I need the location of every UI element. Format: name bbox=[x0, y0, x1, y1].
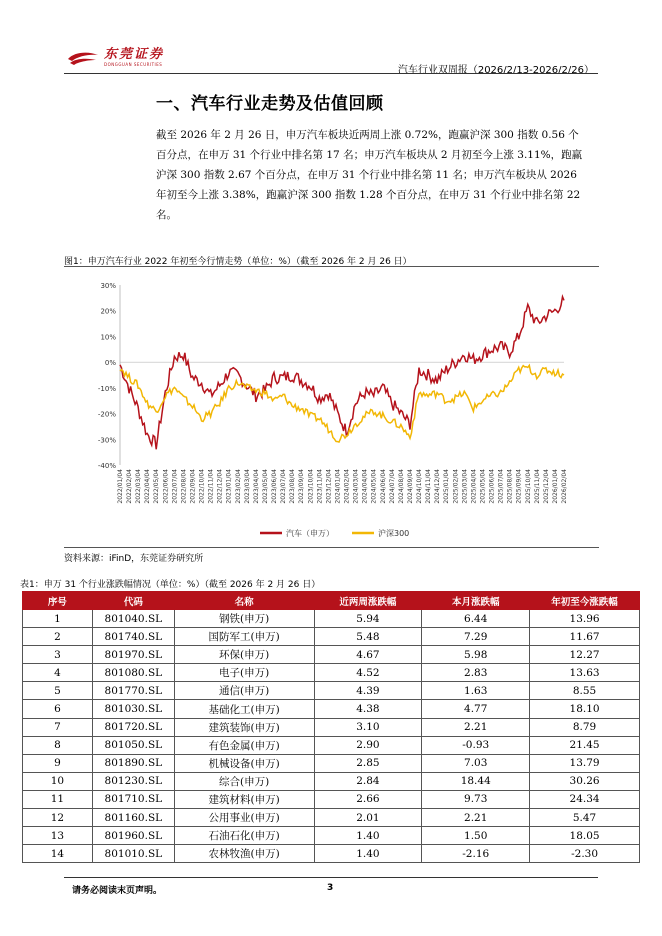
x-tick-label: 2025/11/04 bbox=[533, 469, 541, 504]
x-tick-label: 2026/02/04 bbox=[561, 469, 568, 504]
x-tick-label: 2022/10/04 bbox=[198, 469, 206, 504]
x-tick-label: 2022/12/04 bbox=[216, 469, 224, 504]
x-tick-label: 2022/04/04 bbox=[144, 469, 152, 504]
cell-ytd: 18.10 bbox=[530, 700, 640, 718]
company-logo bbox=[66, 48, 164, 67]
table-row bbox=[23, 646, 640, 664]
cell-two-week: 1.40 bbox=[314, 827, 422, 845]
cell-month: 2.83 bbox=[422, 664, 530, 682]
x-tick-label: 2023/03/04 bbox=[243, 469, 251, 504]
cell-rank: 8 bbox=[23, 736, 93, 754]
table-row bbox=[23, 845, 640, 863]
figure-frame bbox=[64, 266, 599, 546]
cell-code: 801030.SL bbox=[92, 700, 174, 718]
summary-paragraph: 截至 2026 年 2 月 26 日，申万汽车板块近两周上涨 0.72%，跑赢沪深 300 指数 0.56 个百分点，在申万 31 个行业中排名第 17 名；申万汽车板块从 2 月初至今上涨 3.11%，跑赢沪深 300 指数 2.67 个百分点，在申万 31 个行业中排名第 11 名；申万汽车板块从 2026 年初至今上涨 3.38%，跑赢沪深 300 指数 1.28 个百分点，在申万 31 个行业中排名第 22 名。 bbox=[156, 129, 583, 221]
cell-two-week: 4.52 bbox=[314, 664, 422, 682]
y-tick-label: 20% bbox=[100, 307, 116, 316]
table-row bbox=[23, 664, 640, 682]
x-tick-label: 2025/02/04 bbox=[452, 469, 460, 504]
y-tick-label: 10% bbox=[100, 333, 116, 342]
table-caption: 表1：申万 31 个行业涨跌幅情况（单位：%）（截至 2026 年 2 月 26 日） bbox=[20, 580, 321, 590]
cell-ytd: 8.79 bbox=[530, 718, 640, 736]
cell-ytd: 11.67 bbox=[530, 628, 640, 646]
cell-name: 机械设备(申万) bbox=[174, 754, 314, 772]
y-tick-label: 0% bbox=[104, 359, 116, 368]
cell-two-week: 2.01 bbox=[314, 809, 422, 827]
x-tick-label: 2024/05/04 bbox=[370, 469, 378, 504]
cell-ytd: 13.79 bbox=[530, 754, 640, 772]
table-row bbox=[23, 827, 640, 845]
x-tick-label: 2023/06/04 bbox=[271, 469, 279, 504]
x-tick-label: 2024/09/04 bbox=[406, 469, 414, 504]
cell-name: 公用事业(申万) bbox=[174, 809, 314, 827]
x-tick-label: 2023/11/04 bbox=[316, 469, 324, 504]
cell-two-week: 2.66 bbox=[314, 790, 422, 808]
cell-two-week: 4.39 bbox=[314, 682, 422, 700]
cell-month: 2.21 bbox=[422, 718, 530, 736]
cell-rank: 14 bbox=[23, 845, 93, 863]
cell-rank: 7 bbox=[23, 718, 93, 736]
cell-two-week: 5.94 bbox=[314, 610, 422, 628]
cell-two-week: 4.67 bbox=[314, 646, 422, 664]
x-tick-label: 2023/08/04 bbox=[289, 469, 297, 504]
x-tick-label: 2024/11/04 bbox=[425, 469, 433, 504]
cell-name: 国防军工(申万) bbox=[174, 628, 314, 646]
x-tick-label: 2023/05/04 bbox=[261, 469, 269, 504]
x-tick-label: 2022/05/04 bbox=[153, 469, 161, 504]
cell-two-week: 3.10 bbox=[314, 718, 422, 736]
cell-rank: 2 bbox=[23, 628, 93, 646]
y-tick-label: -20% bbox=[97, 410, 116, 419]
logo-chinese-text: 东莞证券 bbox=[104, 47, 165, 62]
x-tick-label: 2025/04/04 bbox=[470, 469, 478, 504]
x-tick-label: 2022/11/04 bbox=[207, 469, 215, 504]
x-tick-label: 2026/01/04 bbox=[551, 469, 559, 504]
cell-month: 1.63 bbox=[422, 682, 530, 700]
cell-code: 801960.SL bbox=[92, 827, 174, 845]
cell-code: 801710.SL bbox=[92, 790, 174, 808]
x-tick-label: 2024/08/04 bbox=[397, 469, 405, 504]
logo-english-text: DONGGUAN SECURITIES bbox=[104, 62, 163, 67]
cell-code: 801040.SL bbox=[92, 610, 174, 628]
cell-rank: 12 bbox=[23, 809, 93, 827]
legend-label: 汽车（申万） bbox=[286, 529, 334, 538]
cell-month: 7.29 bbox=[422, 628, 530, 646]
series-line-1 bbox=[120, 365, 564, 442]
x-tick-label: 2023/07/04 bbox=[280, 469, 288, 504]
cell-ytd: 12.27 bbox=[530, 646, 640, 664]
cell-month: -2.16 bbox=[422, 845, 530, 863]
footer-divider bbox=[64, 877, 598, 878]
disclaimer-text: 请务必阅读末页声明。 bbox=[72, 886, 163, 896]
table-row bbox=[23, 610, 640, 628]
figure-divider bbox=[64, 547, 599, 548]
cell-name: 建筑装饰(申万) bbox=[174, 718, 314, 736]
cell-ytd: 21.45 bbox=[530, 736, 640, 754]
cell-name: 通信(申万) bbox=[174, 682, 314, 700]
table-row bbox=[23, 772, 640, 790]
x-tick-label: 2022/09/04 bbox=[189, 469, 197, 504]
x-tick-label: 2022/01/04 bbox=[117, 469, 124, 504]
y-tick-label: 30% bbox=[100, 282, 116, 290]
table-row bbox=[23, 790, 640, 808]
cell-ytd: 13.96 bbox=[530, 610, 640, 628]
cell-code: 801080.SL bbox=[92, 664, 174, 682]
x-tick-label: 2024/02/04 bbox=[343, 469, 351, 504]
table-row bbox=[23, 718, 640, 736]
table-header-row bbox=[23, 592, 640, 610]
table-row bbox=[23, 809, 640, 827]
cell-rank: 11 bbox=[23, 790, 93, 808]
x-tick-label: 2025/08/04 bbox=[506, 469, 514, 504]
x-tick-label: 2022/06/04 bbox=[162, 469, 170, 504]
header-cell-rank: 序号 bbox=[23, 592, 93, 610]
cell-two-week: 4.38 bbox=[314, 700, 422, 718]
cell-ytd: 8.55 bbox=[530, 682, 640, 700]
header-cell-name: 名称 bbox=[174, 592, 314, 610]
x-tick-label: 2025/03/04 bbox=[461, 469, 469, 504]
cell-code: 801890.SL bbox=[92, 754, 174, 772]
cell-code: 801160.SL bbox=[92, 809, 174, 827]
x-tick-label: 2022/07/04 bbox=[171, 469, 179, 504]
cell-code: 801230.SL bbox=[92, 772, 174, 790]
header-divider bbox=[64, 73, 598, 74]
x-tick-label: 2023/02/04 bbox=[234, 469, 242, 504]
cell-two-week: 1.40 bbox=[314, 845, 422, 863]
x-tick-label: 2025/06/04 bbox=[488, 469, 496, 504]
cell-code: 801970.SL bbox=[92, 646, 174, 664]
cell-code: 801770.SL bbox=[92, 682, 174, 700]
y-tick-label: -10% bbox=[97, 384, 116, 393]
x-tick-label: 2025/09/04 bbox=[515, 469, 523, 504]
cell-ytd: 24.34 bbox=[530, 790, 640, 808]
cell-two-week: 2.84 bbox=[314, 772, 422, 790]
figure-source: 资料来源：iFinD，东莞证券研究所 bbox=[64, 554, 204, 564]
x-tick-label: 2024/10/04 bbox=[416, 469, 424, 504]
cell-month: -0.93 bbox=[422, 736, 530, 754]
header-cell-month: 本月涨跌幅 bbox=[422, 592, 530, 610]
table-row bbox=[23, 700, 640, 718]
cell-name: 电子(申万) bbox=[174, 664, 314, 682]
cell-rank: 3 bbox=[23, 646, 93, 664]
x-tick-label: 2025/10/04 bbox=[524, 469, 532, 504]
cell-name: 有色金属(申万) bbox=[174, 736, 314, 754]
y-tick-label: -30% bbox=[97, 436, 116, 445]
x-tick-label: 2022/03/04 bbox=[135, 469, 143, 504]
cell-rank: 5 bbox=[23, 682, 93, 700]
x-tick-label: 2024/01/04 bbox=[334, 469, 342, 504]
cell-rank: 13 bbox=[23, 827, 93, 845]
cell-two-week: 2.85 bbox=[314, 754, 422, 772]
line-chart bbox=[64, 267, 599, 547]
x-tick-label: 2023/04/04 bbox=[252, 469, 260, 504]
x-tick-label: 2023/09/04 bbox=[298, 469, 306, 504]
series-line-0 bbox=[120, 297, 564, 450]
cell-code: 801050.SL bbox=[92, 736, 174, 754]
table-row bbox=[23, 736, 640, 754]
x-tick-label: 2024/06/04 bbox=[379, 469, 387, 504]
cell-name: 环保(申万) bbox=[174, 646, 314, 664]
figure-caption: 图1：申万汽车行业 2022 年初至今行情走势（单位：%）（截至 2026 年 2 月 26 日） bbox=[64, 257, 412, 267]
y-tick-label: -40% bbox=[97, 462, 116, 470]
table-row bbox=[23, 754, 640, 772]
cell-ytd: 18.05 bbox=[530, 827, 640, 845]
cell-month: 1.50 bbox=[422, 827, 530, 845]
x-tick-label: 2025/12/04 bbox=[542, 469, 550, 504]
x-tick-label: 2022/02/04 bbox=[126, 469, 134, 504]
x-tick-label: 2023/10/04 bbox=[307, 469, 315, 504]
cell-name: 建筑材料(申万) bbox=[174, 790, 314, 808]
header-cell-ytd: 年初至今涨跌幅 bbox=[530, 592, 640, 610]
cell-name: 基础化工(申万) bbox=[174, 700, 314, 718]
x-tick-label: 2025/07/04 bbox=[497, 469, 505, 504]
cell-month: 5.98 bbox=[422, 646, 530, 664]
x-tick-label: 2022/08/04 bbox=[180, 469, 188, 504]
cell-ytd: 5.47 bbox=[530, 809, 640, 827]
cell-month: 2.21 bbox=[422, 809, 530, 827]
header-cell-two-week: 近两周涨跌幅 bbox=[314, 592, 422, 610]
cell-month: 4.77 bbox=[422, 700, 530, 718]
cell-name: 钢铁(申万) bbox=[174, 610, 314, 628]
cell-rank: 10 bbox=[23, 772, 93, 790]
cell-ytd: 30.26 bbox=[530, 772, 640, 790]
cell-rank: 4 bbox=[23, 664, 93, 682]
section-heading: 一、汽车行业走势及估值回顾 bbox=[156, 94, 384, 114]
logo-mark-icon bbox=[66, 50, 100, 66]
cell-month: 18.44 bbox=[422, 772, 530, 790]
cell-ytd: 13.63 bbox=[530, 664, 640, 682]
cell-name: 农林牧渔(申万) bbox=[174, 845, 314, 863]
cell-rank: 1 bbox=[23, 610, 93, 628]
x-tick-label: 2024/03/04 bbox=[352, 469, 360, 504]
cell-month: 9.73 bbox=[422, 790, 530, 808]
legend-label: 沪深300 bbox=[378, 529, 410, 538]
x-tick-label: 2024/12/04 bbox=[434, 469, 442, 504]
cell-two-week: 5.48 bbox=[314, 628, 422, 646]
report-title: 汽车行业双周报（2026/2/13-2026/2/26） bbox=[397, 65, 594, 76]
cell-code: 801010.SL bbox=[92, 845, 174, 863]
x-tick-label: 2024/07/04 bbox=[388, 469, 396, 504]
table-row bbox=[23, 628, 640, 646]
cell-ytd: -2.30 bbox=[530, 845, 640, 863]
cell-month: 6.44 bbox=[422, 610, 530, 628]
table-row bbox=[23, 682, 640, 700]
x-tick-label: 2023/12/04 bbox=[325, 469, 333, 504]
x-tick-label: 2025/05/04 bbox=[479, 469, 487, 504]
cell-month: 7.03 bbox=[422, 754, 530, 772]
cell-rank: 6 bbox=[23, 700, 93, 718]
cell-rank: 9 bbox=[23, 754, 93, 772]
cell-two-week: 2.90 bbox=[314, 736, 422, 754]
x-tick-label: 2025/01/04 bbox=[443, 469, 451, 504]
cell-code: 801720.SL bbox=[92, 718, 174, 736]
cell-name: 石油石化(申万) bbox=[174, 827, 314, 845]
cell-code: 801740.SL bbox=[92, 628, 174, 646]
cell-name: 综合(申万) bbox=[174, 772, 314, 790]
x-tick-label: 2023/01/04 bbox=[225, 469, 233, 504]
header-cell-code: 代码 bbox=[92, 592, 174, 610]
x-tick-label: 2024/04/04 bbox=[361, 469, 369, 504]
industry-returns-table bbox=[22, 591, 640, 863]
page-number: 3 bbox=[327, 883, 334, 893]
